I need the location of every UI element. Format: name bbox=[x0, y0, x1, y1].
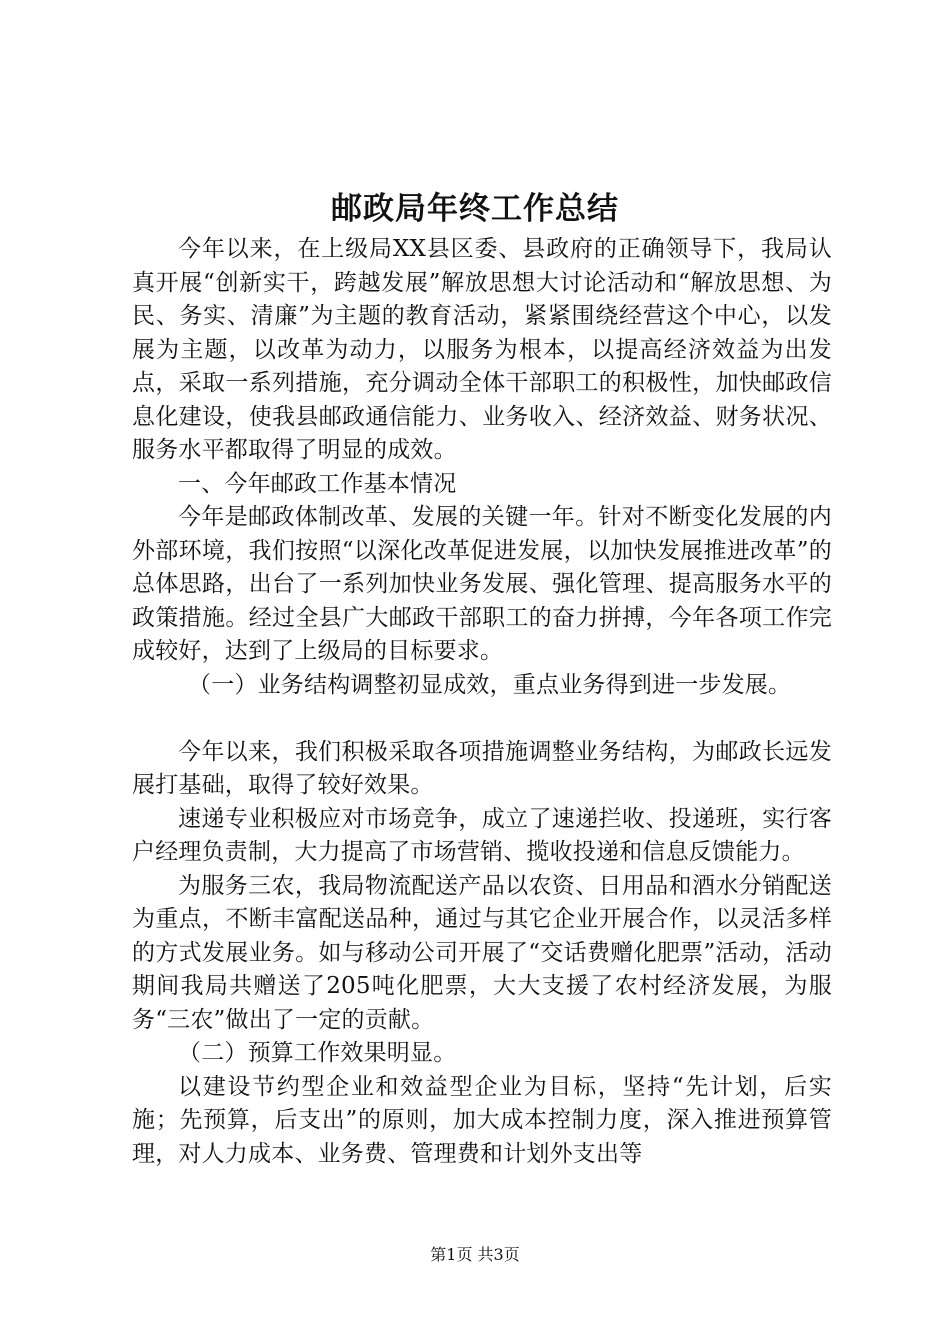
paragraph-budget: 以建设节约型企业和效益型企业为目标，坚持“先计划，后实施；先预算，后支出”的原则，加大成本控制力度，深入推进预算管理，对人力成本、业务费、管理费和计划外支出等 bbox=[132, 1073, 832, 1167]
paragraph-overview: 今年是邮政体制改革、发展的关键一年。针对不断变化发展的内外部环境，我们按照“以深化改革促进发展，以加快发展推进改革”的总体思路，出台了一系列加快业务发展、强化管理、提高服务水平的政策措施。经过全县广大邮政干部职工的奋力拼搏，今年各项工作完成较好，达到了上级局的目标要求。 bbox=[132, 504, 832, 664]
paragraph-rural-service: 为服务三农，我局物流配送产品以农资、日用品和酒水分销配送为重点，不断丰富配送品种，通过与其它企业开展合作，以灵活多样的方式发展业务。如与移动公司开展了“交话费赠化肥票”活动，活动期间我局共赠送了205吨化肥票，大大支援了农村经济发展，为服务“三农”做出了一定的贡献。 bbox=[132, 872, 832, 1033]
paragraph-intro: 今年以来，在上级局XX县区委、县政府的正确领导下，我局认真开展“创新实干，跨越发展”解放思想大讨论活动和“解放思想、为民、务实、清廉”为主题的教育活动，紧紧围绕经营这个中心，以发展为主题，以改革为动力，以服务为根本，以提高经济效益为出发点，采取一系列措施，充分调动全体干部职工的积极性，加快邮政信息化建设，使我县邮政通信能力、业务收入、经济效益、财务状况、服务水平都取得了明显的成效。 bbox=[132, 236, 832, 463]
subsection-heading-2: （二）预算工作效果明显。 bbox=[178, 1040, 457, 1066]
subsection-heading-1: （一）业务结构调整初显成效，重点业务得到进一步发展。 bbox=[188, 671, 792, 698]
blank-line bbox=[132, 702, 832, 736]
paragraph-express: 速递专业积极应对市场竞争，成立了速递拦收、投递班，实行客户经理负责制，大力提高了市场营销、揽收投递和信息反馈能力。 bbox=[132, 805, 832, 865]
paragraph-structure: 今年以来，我们积极采取各项措施调整业务结构，为邮政长远发展打基础，取得了较好效果。 bbox=[132, 738, 832, 798]
page-footer: 第1页 共3页 bbox=[430, 1245, 520, 1264]
section-heading-1: 一、今年邮政工作基本情况 bbox=[178, 470, 457, 497]
document-body bbox=[132, 233, 832, 1171]
document-title: 邮政局年终工作总结 bbox=[331, 191, 619, 227]
